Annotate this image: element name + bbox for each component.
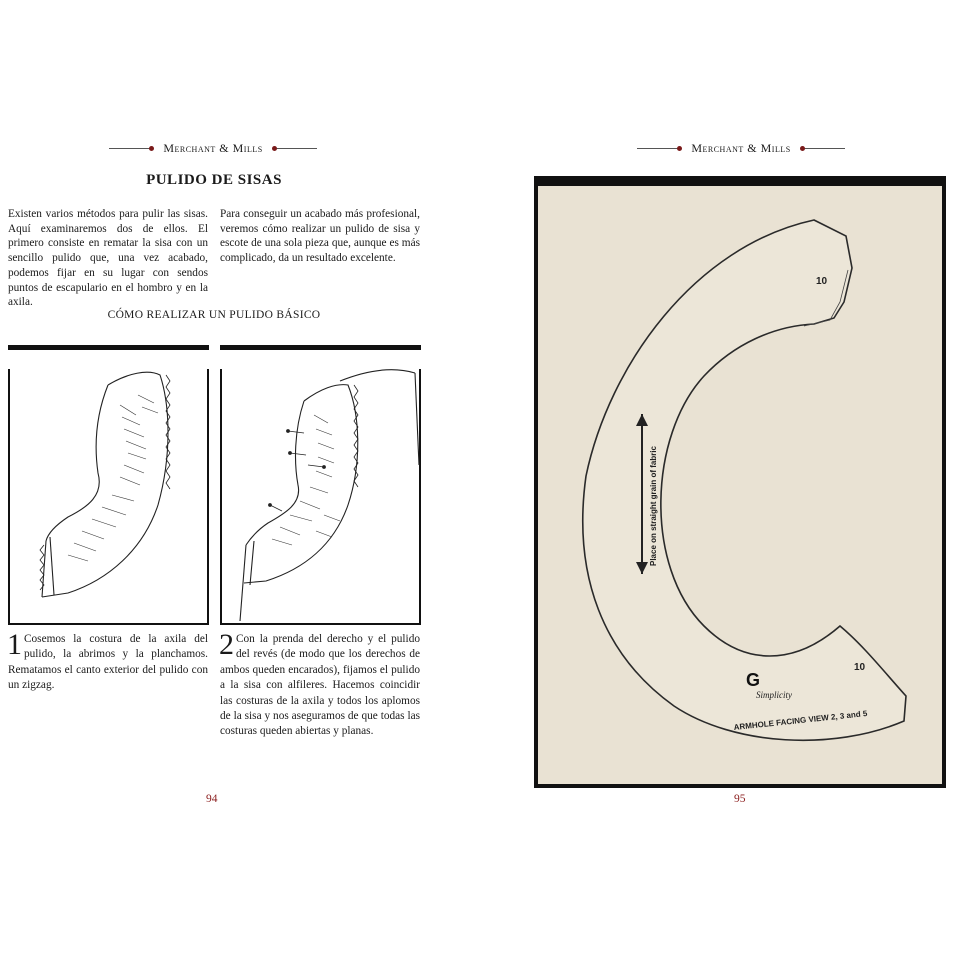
brand-name: Merchant & Mills xyxy=(691,140,791,155)
header-rule xyxy=(803,148,845,149)
page-number-left: 94 xyxy=(206,793,218,805)
section-subheading: CÓMO REALIZAR UN PULIDO BÁSICO xyxy=(107,309,321,321)
running-header-left xyxy=(106,140,320,156)
intro-column-1: Existen varios métodos para pulir las sisas. Aquí examinaremos dos de ellos. El primero consiste en rematar la sisa con un sencillo pulido que, una vez acabado, podemos fijar en su lugar con sendos puntos de escapulario en el hombro y en la axila. xyxy=(8,208,208,309)
armhole-facing-pattern xyxy=(534,176,946,788)
step-number: 1 xyxy=(7,628,22,661)
pinned-facing-drawing xyxy=(220,345,421,625)
pattern-photo xyxy=(534,176,946,788)
page-title: PULIDO DE SISAS xyxy=(146,172,282,188)
grainline-label: Place on straight grain of fabric xyxy=(649,445,658,567)
header-rule xyxy=(637,148,679,149)
piece-letter: G xyxy=(746,670,761,690)
header-rule xyxy=(275,148,317,149)
step-number: 2 xyxy=(219,628,234,661)
step-2 xyxy=(219,628,420,740)
step-1 xyxy=(7,628,208,694)
page-number-right: 95 xyxy=(734,793,746,805)
size-mark-top: 10 xyxy=(816,276,828,287)
pattern-title: ARMHOLE FACING VIEW 2, 3 and 5 xyxy=(733,709,868,732)
pattern-brand: Simplicity xyxy=(756,690,792,700)
step-2-illustration xyxy=(220,345,421,625)
step-1-illustration xyxy=(8,345,209,625)
brand-name: Merchant & Mills xyxy=(163,140,263,155)
step-text: Cosemos la costura de la axila del pulido, la abrimos y la planchamos. Rematamos el canto exterior del pulido con un zigzag. xyxy=(8,633,208,692)
intro-column-2: Para conseguir un acabado más profesional, veremos cómo realizar un pulido de sisa y escote de una sola pieza que, aunque es más complicado, da un resultado excelente. xyxy=(220,208,420,265)
facing-drawing xyxy=(8,345,209,625)
step-text: Con la prenda del derecho y el pulido del revés (de modo que los derechos de ambos queden encarados), fijamos el pulido a la sisa con alfileres. Hacemos coincidir las costuras de la axila y todos los aplomos de la sisa y nos aseguramos de que todas las costuras queden abiertas y planas. xyxy=(220,633,420,738)
header-rule xyxy=(109,148,151,149)
size-mark-bottom: 10 xyxy=(854,662,866,673)
running-header-right xyxy=(634,140,848,156)
